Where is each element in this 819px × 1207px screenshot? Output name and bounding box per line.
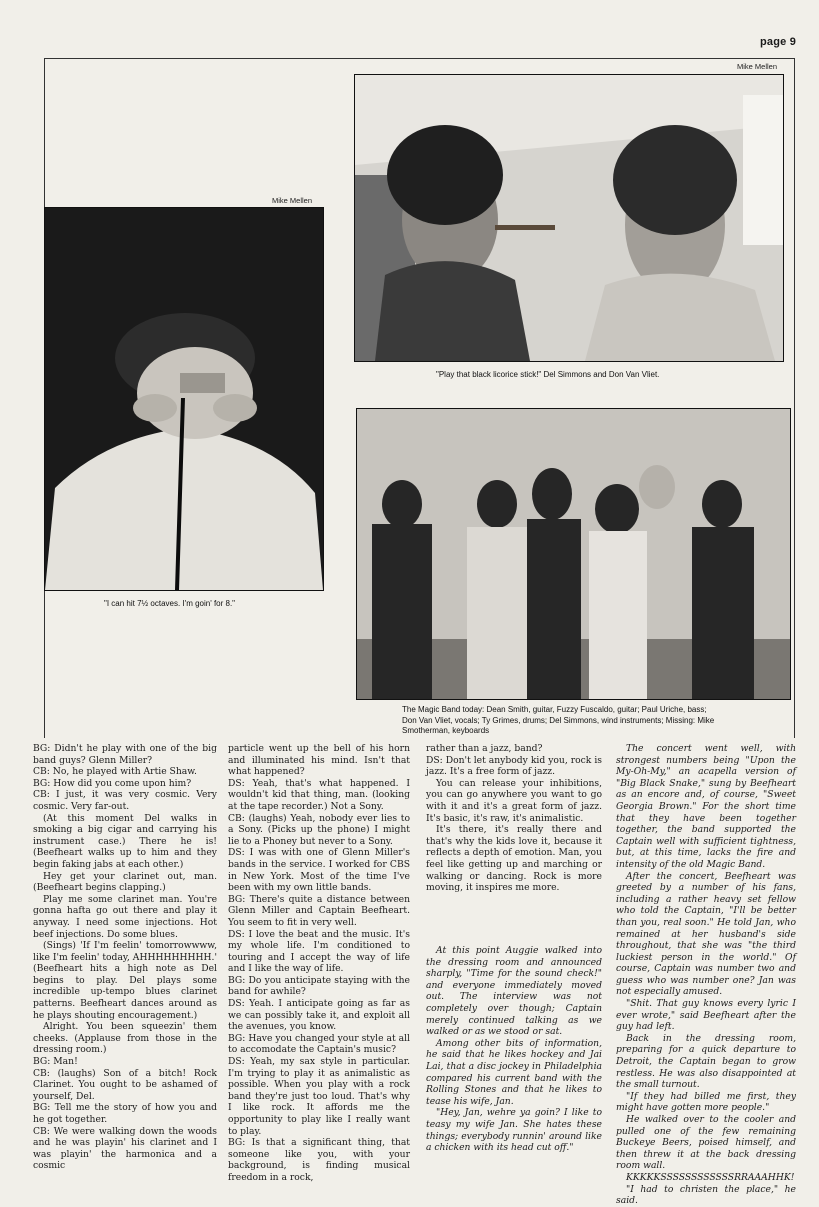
c4-line: He walked over to the cooler and pulled one of the few remaining Buckeye Beers, poised himself, and then threw it at the back dressing room wall. (616, 1114, 796, 1172)
c2-line: BG: There's quite a distance between Glenn Miller and Captain Beefheart. You seem to fit in very well. (228, 893, 410, 928)
article-column-3 (426, 743, 602, 894)
c2-line: BG: Is that a significant thing, that someone like you, with your background, is finding musical freedom in a rock, (228, 1137, 410, 1183)
c2-line: particle went up the bell of his horn and illuminated his mind. Isn't that what happened? (228, 743, 410, 778)
c1-line: CB: We were walking down the woods and he was playin' his clarinet and I was playin' the harmonica and a cosmic (33, 1125, 217, 1172)
c1-line: (Sings) 'If I'm feelin' tomorrowwww, like I'm feelin' today, AHHHHHHHHH.' (Beefheart hits a high note as Del begins to play. Del plays some incredible up-tempo blues clarinet patterns. Beefheart dances around as he plays shouting encouragement.) (33, 940, 217, 1021)
c2-line: BG: Have you changed your style at all to accomodate the Captain's music? (228, 1032, 410, 1056)
caption-left: "I can hit 7½ octaves. I'm goin' for 8." (104, 599, 236, 608)
c1-line: BG: Didn't he play with one of the big band guys? Glenn Miller? (33, 743, 217, 766)
article-column-2 (228, 743, 410, 1184)
c4-line: After the concert, Beefheart was greeted by a number of his fans, including a rather heavy set fellow who told the Captain, "I'll be better than you, real soon." He told Jan, who remained at her husband's side throughout, that she was "the third luckiest person in the world." Of course, Captain was number two and guess who was number one? Jan was not especially amused. (616, 870, 796, 998)
c1-line: Alright. You been squeezin' them cheeks. (Applause from those in the dressing room.) (33, 1021, 217, 1056)
c3-line: DS: Don't let anybody kid you, rock is jazz. It's a free form of jazz. (426, 754, 602, 778)
c3-italic-line: "Hey, Jan, wehre ya goin? I like to teasy my wife Jan. She hates these things; everybody runnin' around like a chicken with its head cut off." (426, 1107, 602, 1154)
c2-line: DS: I love the beat and the music. It's my whole life. I'm conditioned to touring and I accept the way of life and I like the way of life. (228, 928, 410, 975)
c1-line: BG: Man! (33, 1056, 78, 1068)
c3-italic-line: At this point Auggie walked into the dressing room and announced sharply, "Time for the sound check!" and everyone immediately moved out. The interview was not completely over though; Captain merely continued talking as we walked or as we stood or sat. (426, 945, 602, 1038)
c2-line: CB: (laughs) Yeah, nobody ever lies to a Sony. (Picks up the phone) I might lie to a Phoney but never to a Sony. (228, 812, 410, 847)
c1-line: CB: I just, it was very cosmic. Very cosmic. Very far-out. (33, 789, 217, 812)
photo-beefheart-harmonica (44, 207, 324, 591)
c4-line: "If they had billed me first, they might have gotten more people." (616, 1090, 796, 1114)
photo-beefheart-harmonica-image (45, 208, 323, 590)
c1-line: CB: No, he played with Artie Shaw. (33, 766, 197, 778)
c4-line: "I had to christen the place," he said. (616, 1183, 796, 1207)
c2-line: BG: Do you anticipate staying with the band for awhile? (228, 974, 410, 998)
photo-credit-left: Mike Mellen (272, 196, 313, 205)
caption-band-line2: Don Van Vliet, vocals; Ty Grimes, drums; Del Simmons, wind instruments; Missing: Mike (402, 715, 715, 725)
article-column-4 (616, 743, 796, 1207)
c3-italic-line: Among other bits of information, he said that he likes hockey and Jai Lai, that a disc jockey in Philadelphia compared his current band with the Rolling Stones and that he likes to tease his wife, Jan. (426, 1037, 602, 1107)
caption-top-right: "Play that black licorice stick!" Del Simmons and Don Van Vliet. (436, 370, 660, 379)
article-column-1 (33, 743, 217, 1172)
article-column-3-italic (426, 945, 602, 1154)
caption-band-line3: Smotherman, keyboards (402, 726, 490, 735)
page-number: page 9 (760, 36, 797, 48)
photo-del-simmons-van-vliet (354, 74, 784, 362)
photo-magic-band-image (357, 409, 790, 699)
c4-line: Back in the dressing room, preparing for a quick departure to Detroit, the Captain began to grow restless. He was also disappointed at the small turnout. (616, 1032, 796, 1091)
frame-right-rule (794, 58, 795, 738)
caption-band (402, 705, 792, 737)
c1-line: BG: How did you come upon him? (33, 777, 192, 789)
c4-line: "Shit. That guy knows every lyric I ever wrote," said Beefheart after the guy had left. (616, 998, 796, 1033)
c4-line: The concert went well, with strongest numbers being "Upon the My-Oh-My," an acapella version of "Big Black Snake," sung by Beefheart as an encore and, of course, "Sweet Georgia Brown." For the short time that they have been together together, the band supported the Captain well with sufficient tightness, but, at this time, lacks the fire and intensity of the old Magic Band. (616, 743, 796, 870)
c1-line: BG: Tell me the story of how you and he got together. (33, 1102, 217, 1125)
c1-line: CB: (laughs) Son of a bitch! Rock Clarinet. You ought to be ashamed of yourself, Del. (33, 1067, 217, 1102)
photo-magic-band (356, 408, 791, 700)
caption-band-line1: The Magic Band today: Dean Smith, guitar, Fuzzy Fuscaldo, guitar; Paul Uriche, bass; (402, 705, 707, 714)
c2-line: DS: Yeah. I anticipate going as far as we can possibly take it, and exploit all the avenues, you know. (228, 998, 410, 1033)
photo-credit-top: Mike Mellen (737, 62, 778, 71)
c2-line: DS: I was with one of Glenn Miller's bands in the service. I worked for CBS in New York. Most of the time I've been with my own little bands. (228, 847, 410, 894)
c4-line: KKKKKSSSSSSSSSSSSRRAAAHHK! (626, 1171, 795, 1183)
c2-line: DS: Yeah, that's what happened. I wouldn't kid that thing, man. (looking at the tape recorder.) Not a Sony. (228, 777, 410, 812)
c3-line: It's there, it's really there and that's why the kids love it, because it reflects a depth of emotion. Man, you feel like getting up and marching or walking or dancing. Rock is more moving, it inspires me more. (426, 824, 602, 894)
photo-del-simmons-van-vliet-image (355, 75, 783, 361)
frame-top-rule (44, 58, 794, 59)
c3-line: rather than a jazz, band? (426, 743, 543, 754)
c1-line: Play me some clarinet man. You're gonna hafta go out there and play it anyway. I need some injections. Hot beef injections. Do some blues. (33, 893, 217, 940)
c1-line: (At this moment Del walks in smoking a big cigar and carrying his instrument case.) There he is! (Beefheart walks up to him and they begin faking jabs at each other.) (33, 812, 217, 870)
c3-line: You can release your inhibitions, you can go anywhere you want to go with it and it's a great form of jazz. It's basic, it's raw, it's animalistic. (426, 777, 602, 824)
c1-line: Hey get your clarinet out, man. (Beefheart begins clapping.) (33, 870, 217, 894)
c2-line: DS: Yeah, my sax style in particular. I'm trying to play it as animalistic as possible. When you play with a rock band they're just too loud. That's why I like rock. It affords me the opportunity to play like I really want to play. (228, 1056, 410, 1137)
